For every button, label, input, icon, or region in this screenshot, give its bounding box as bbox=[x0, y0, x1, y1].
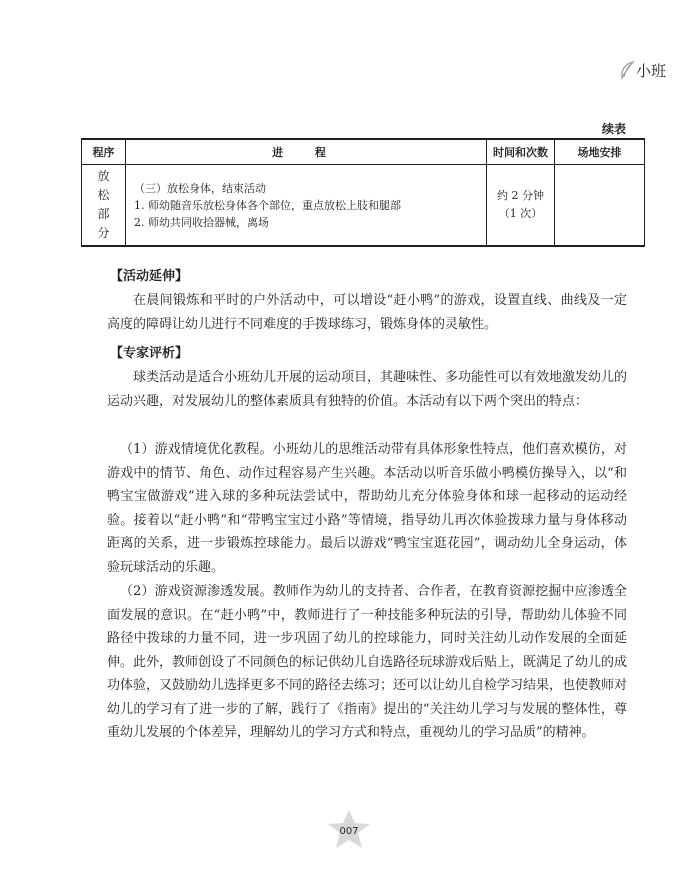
paragraph: （2）游戏资源渗透发展。教师作为幼儿的支持者、合作者，在教育资源挖掘中应渗透全面发展的意识。在“赶小鸭”中，教师进行了一种技能多种玩法的引导，帮助幼儿体验不同路径中拨球的力量不同，进一步巩固了幼儿的控球能力，同时关注幼儿动作发展的全面延伸。此外，教师创设了不同颜色的标记供幼儿自选路径玩球游戏后贴上，既满足了幼儿的成功体验，又鼓励幼儿选择更多不同的路径去练习；还可以让幼儿自检学习结果，也使教师对幼儿的学习有了进一步的了解，践行了《指南》提出的“关注幼儿学习与发展的整体性，尊重幼儿发展的个体差异，理解幼儿的学习方式和特点，重视幼儿的学习品质”的精神。 bbox=[107, 584, 628, 740]
content-line: （三）放松身体，结束活动 bbox=[134, 181, 266, 195]
time-cell: 约 2 分钟 （1 次） bbox=[487, 165, 555, 247]
section-title-analysis: 【专家评析】 bbox=[110, 346, 189, 361]
venue-cell bbox=[555, 165, 645, 247]
section-title-extension: 【活动延伸】 bbox=[110, 269, 189, 284]
table-row bbox=[82, 165, 645, 247]
content-line: 2. 师幼共同收拾器械，离场 bbox=[134, 215, 269, 229]
paragraph: （1）游戏情境优化教程。小班幼儿的思维活动带有具体形象性特点，他们喜欢模仿，对游戏中的情节、角色、动作过程容易产生兴趣。本活动以听音乐做小鸭模仿操导入，以“和鸭宝宝做游戏”进入球的多种玩法尝试中，帮助幼儿充分体验身体和球一起移动的运动经验。接着以“赶小鸭”和“带鸭宝宝过小路”等情境，指导幼儿再次体验拨球力量与身体移动距离的关系，进一步锻炼控球能力。最后以游戏“鸭宝宝逛花园”，调动幼儿全身运动，体验玩球活动的乐趣。 bbox=[107, 442, 627, 575]
leaf-icon bbox=[619, 60, 635, 80]
content-line: 1. 师幼随音乐放松身体各个部位，重点放松上肢和腿部 bbox=[134, 198, 401, 212]
continued-label: 续表 bbox=[602, 122, 627, 136]
header-process: 进 程 bbox=[126, 139, 487, 165]
page-number: 007 bbox=[339, 826, 359, 837]
table-header-row bbox=[82, 139, 645, 165]
header-program: 程序 bbox=[82, 139, 126, 165]
paragraph: 球类活动是适合小班幼儿开展的运动项目，其趣味性、多功能性可以有效地激发幼儿的运动兴趣，对发展幼儿的整体素质具有独特的价值。本活动有以下两个突出的特点： bbox=[107, 370, 628, 409]
schedule-table bbox=[81, 138, 645, 247]
paragraph: 在晨间锻炼和平时的户外活动中，可以增设“赶小鸭”的游戏，设置直线、曲线及一定高度的障碍让幼儿进行不同难度的手拨球练习，锻炼身体的灵敏性。 bbox=[107, 293, 627, 332]
header-venue: 场地安排 bbox=[555, 139, 645, 165]
program-cell: 放 松 部 分 bbox=[82, 165, 126, 247]
header-time: 时间和次数 bbox=[487, 139, 555, 165]
section-label: 小班 bbox=[636, 62, 667, 80]
process-cell bbox=[126, 165, 487, 247]
